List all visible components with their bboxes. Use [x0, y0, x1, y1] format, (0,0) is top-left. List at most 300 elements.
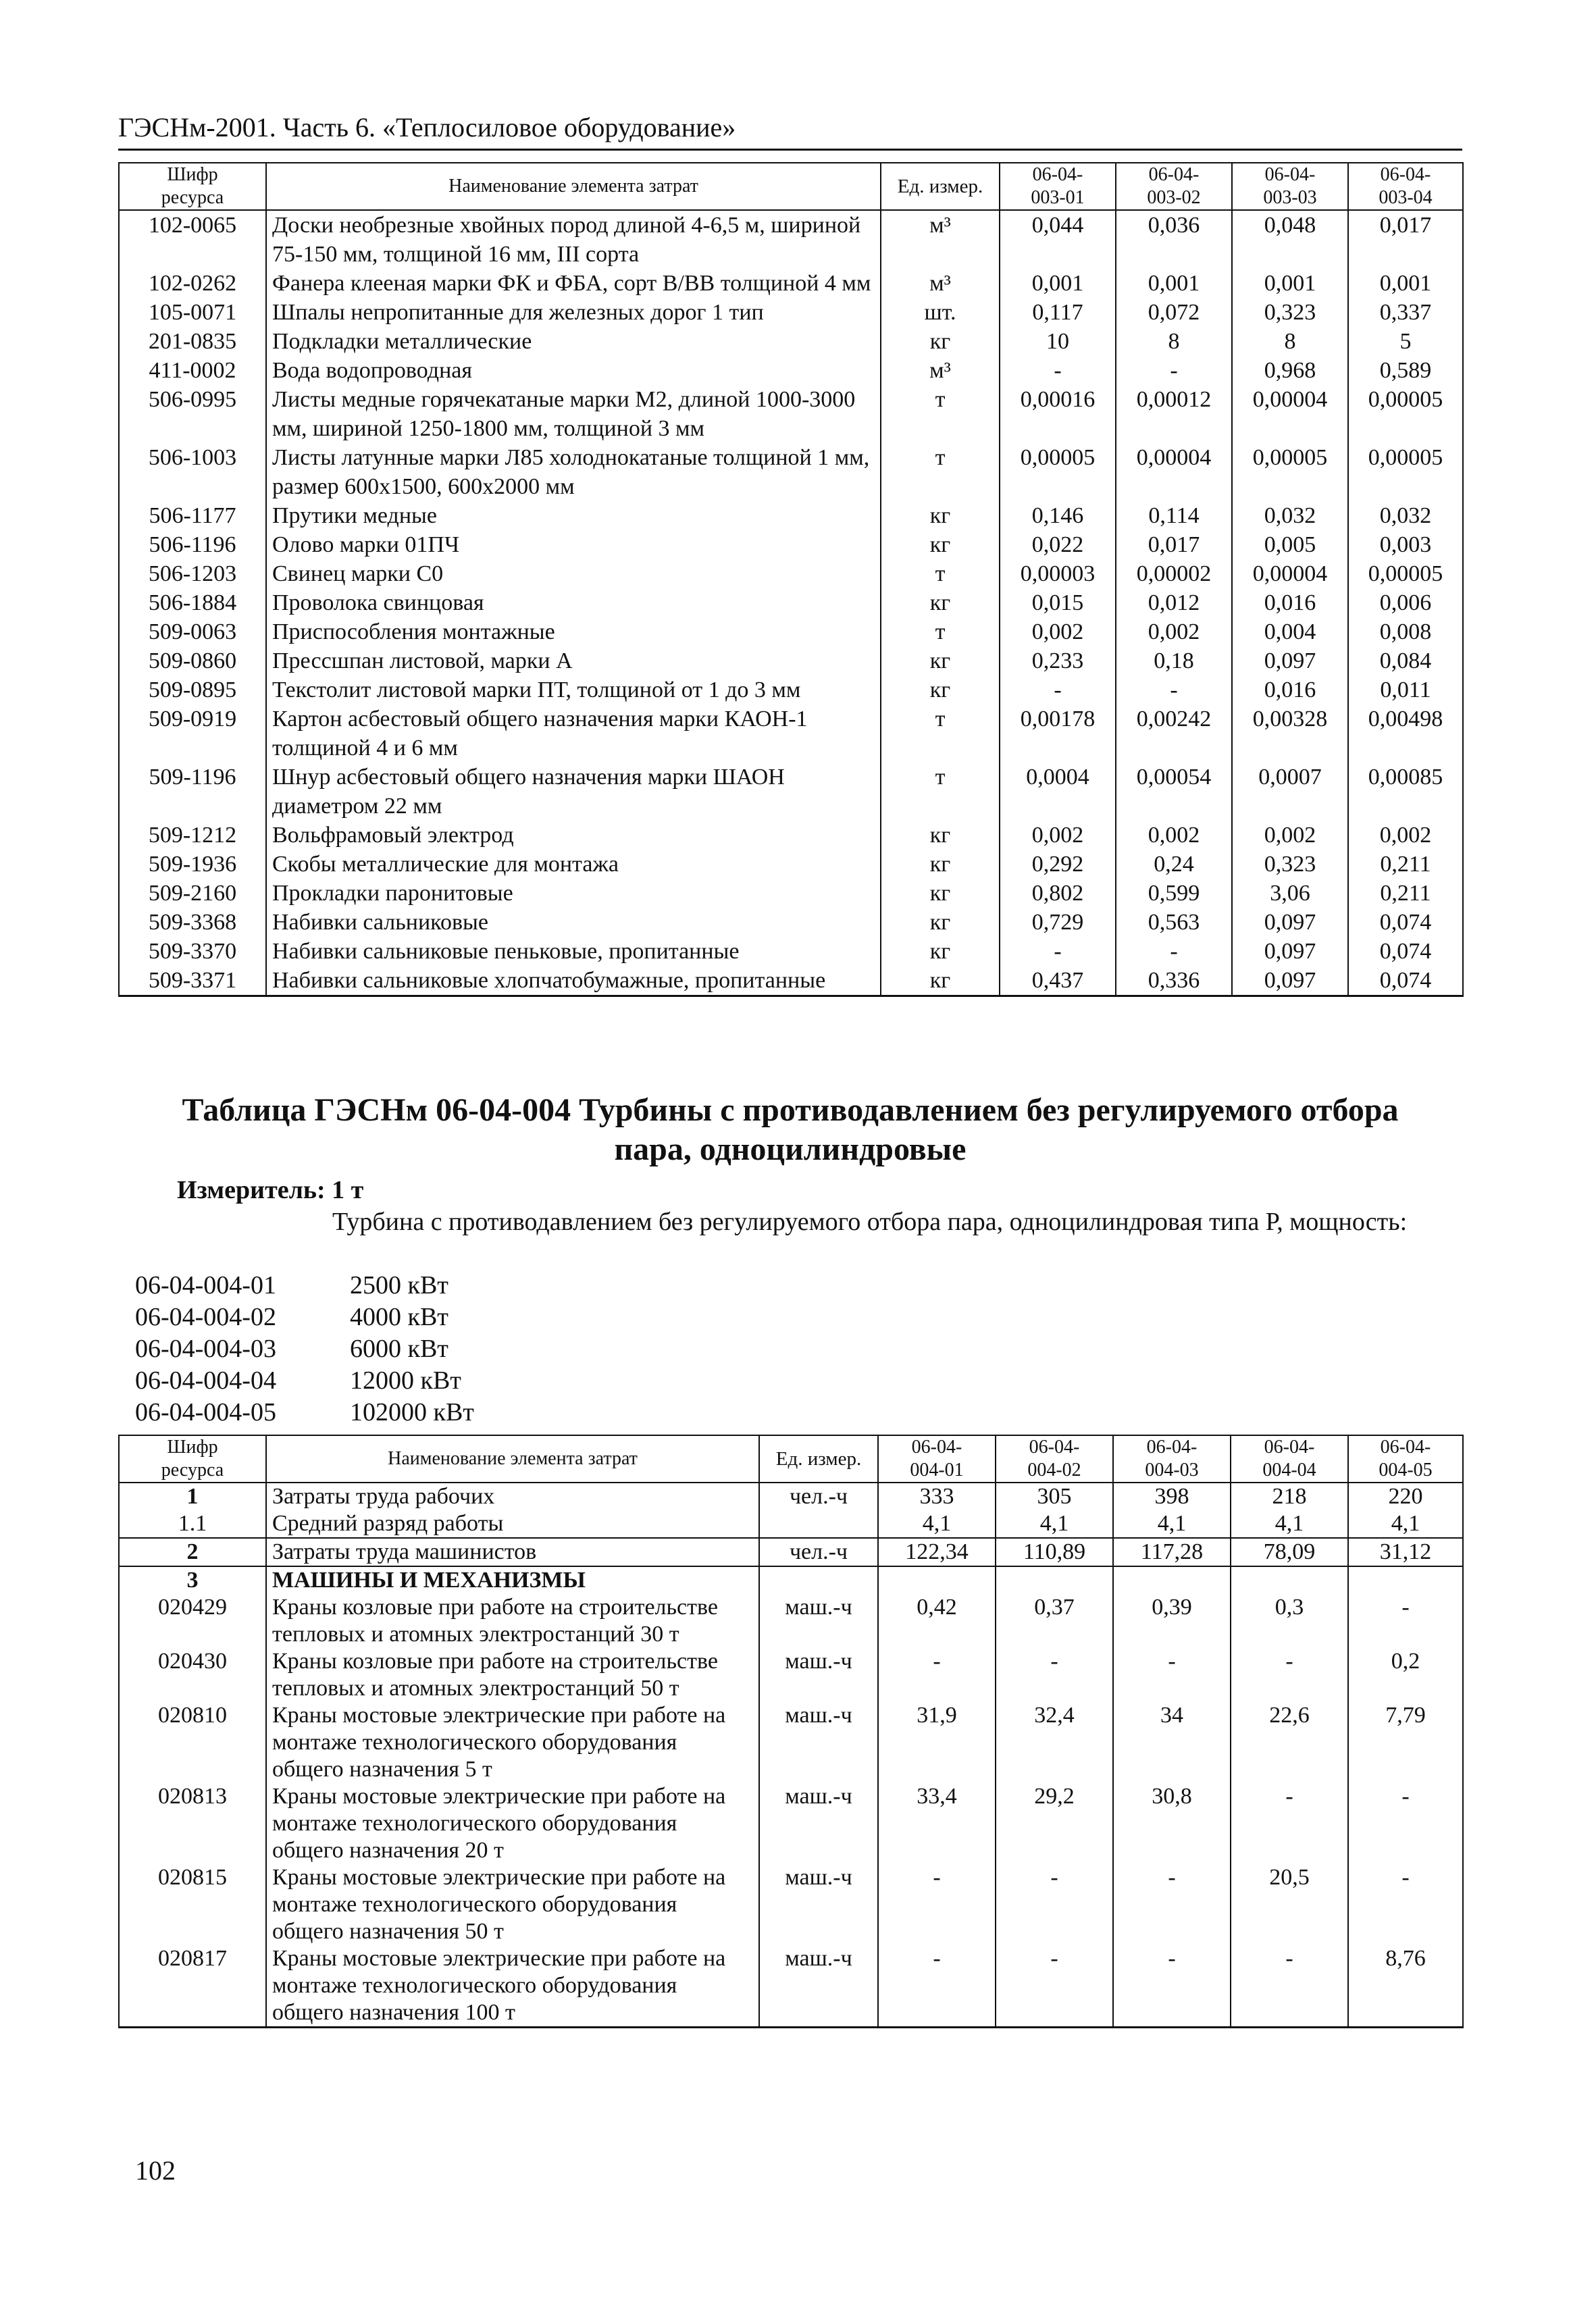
- value-cell: 0,002: [1000, 617, 1116, 646]
- value-cell: -: [1113, 1945, 1231, 2028]
- value-cell: -: [996, 1864, 1113, 1945]
- unit-cell: кг: [881, 646, 1000, 675]
- value-cell: 0,004: [1232, 617, 1348, 646]
- unit-cell: кг: [881, 530, 1000, 559]
- value-cell: 0,097: [1232, 646, 1348, 675]
- variant-item: 06-04-004-01 2500 кВт: [135, 1271, 448, 1300]
- value-cell: 0,036: [1116, 210, 1232, 269]
- table-row: [119, 850, 1463, 879]
- unit-cell: чел.-ч: [759, 1483, 878, 1510]
- value-cell: 0,00005: [1348, 443, 1463, 501]
- resource-code-cell: 020815: [119, 1864, 266, 1945]
- cost-element-name-cell: Прокладки паронитовые: [266, 879, 881, 908]
- variant-list: [135, 1270, 474, 1429]
- unit-cell: маш.-ч: [759, 1702, 878, 1783]
- value-cell: 0,211: [1348, 850, 1463, 879]
- unit-cell: маш.-ч: [759, 1945, 878, 2028]
- unit-column-header: Ед. измер.: [759, 1435, 878, 1483]
- table-row: [119, 443, 1463, 501]
- table-row: [119, 530, 1463, 559]
- resource-code-cell: 509-1936: [119, 850, 266, 879]
- variant-column-header: 06-04- 004-04: [1231, 1435, 1348, 1483]
- running-header-text: ГЭСНм-2001. Часть 6. «Теплосиловое оборудование»: [118, 112, 736, 143]
- value-cell: 30,8: [1113, 1783, 1231, 1864]
- table-row: [119, 763, 1463, 821]
- unit-cell: чел.-ч: [759, 1538, 878, 1566]
- resource-code-cell: 506-1884: [119, 588, 266, 617]
- unit-cell: кг: [881, 879, 1000, 908]
- resource-code-cell: 105-0071: [119, 298, 266, 327]
- resource-code-cell: 506-1203: [119, 559, 266, 588]
- resource-code-cell: 506-1003: [119, 443, 266, 501]
- unit-cell: маш.-ч: [759, 1864, 878, 1945]
- value-cell: 31,12: [1348, 1538, 1463, 1566]
- table-row: [119, 1945, 1463, 2028]
- unit-cell: т: [881, 617, 1000, 646]
- table-row: [119, 879, 1463, 908]
- value-cell: 0,001: [1232, 269, 1348, 298]
- cost-element-name-cell: Подкладки металлические: [266, 327, 881, 356]
- value-cell: -: [1116, 937, 1232, 966]
- resource-code-cell: 1: [119, 1483, 266, 1510]
- value-cell: 0,233: [1000, 646, 1116, 675]
- resource-code-cell: 020429: [119, 1594, 266, 1648]
- unit-cell: т: [881, 443, 1000, 501]
- value-cell: 31,9: [878, 1702, 996, 1783]
- value-cell: 0,016: [1232, 675, 1348, 704]
- unit-cell: т: [881, 559, 1000, 588]
- value-cell: 0,42: [878, 1594, 996, 1648]
- value-cell: -: [1116, 675, 1232, 704]
- cost-element-name-cell: Доски необрезные хвойных пород длиной 4-6,5 м, шириной 75-150 мм, толщиной 16 мм, III сорта: [266, 210, 881, 269]
- value-cell: 0,00005: [1348, 559, 1463, 588]
- cost-element-name-cell: Краны мостовые электрические при работе на монтаже технологического оборудования общего назначения 5 т: [266, 1702, 759, 1783]
- cost-element-name-cell: Приспособления монтажные: [266, 617, 881, 646]
- value-cell: [996, 1566, 1113, 1594]
- value-cell: [1231, 1566, 1348, 1594]
- value-cell: 0,017: [1348, 210, 1463, 269]
- name-column-header: Наименование элемента затрат: [266, 163, 881, 210]
- cost-element-name-cell: Краны мостовые электрические при работе на монтаже технологического оборудования общего назначения 100 т: [266, 1945, 759, 2028]
- unit-cell: м³: [881, 356, 1000, 385]
- value-cell: 220: [1348, 1483, 1463, 1510]
- value-cell: 0,001: [1348, 269, 1463, 298]
- variant-item: 06-04-004-03 6000 кВт: [135, 1335, 448, 1363]
- cost-element-name-cell: Затраты труда машинистов: [266, 1538, 759, 1566]
- table-row: [119, 617, 1463, 646]
- value-cell: 0,002: [1116, 821, 1232, 850]
- cost-element-name-cell: Шпалы непропитанные для железных дорог 1 тип: [266, 298, 881, 327]
- value-cell: 0,012: [1116, 588, 1232, 617]
- value-cell: -: [1348, 1594, 1463, 1648]
- unit-cell: кг: [881, 821, 1000, 850]
- table-row: [119, 356, 1463, 385]
- name-column-header: Наименование элемента затрат: [266, 1435, 759, 1483]
- table-row: [119, 1510, 1463, 1538]
- value-cell: 3,06: [1232, 879, 1348, 908]
- unit-cell: кг: [881, 588, 1000, 617]
- table-title-line-2: пара, одноцилиндровые: [614, 1131, 967, 1167]
- value-cell: 0,00012: [1116, 385, 1232, 443]
- unit-cell: т: [881, 704, 1000, 763]
- value-cell: 0,074: [1348, 966, 1463, 996]
- value-cell: 0,0007: [1232, 763, 1348, 821]
- value-cell: 4,1: [878, 1510, 996, 1538]
- value-cell: 0,18: [1116, 646, 1232, 675]
- variant-item: 06-04-004-05 102000 кВт: [135, 1398, 474, 1426]
- value-cell: -: [996, 1648, 1113, 1702]
- value-cell: 0,002: [1232, 821, 1348, 850]
- value-cell: -: [1113, 1648, 1231, 1702]
- table-row: [119, 1648, 1463, 1702]
- table-row: [119, 937, 1463, 966]
- resource-code-cell: 1.1: [119, 1510, 266, 1538]
- value-cell: 0,002: [1116, 617, 1232, 646]
- value-cell: 110,89: [996, 1538, 1113, 1566]
- table-row: [119, 269, 1463, 298]
- resource-code-cell: 509-1196: [119, 763, 266, 821]
- value-cell: -: [996, 1945, 1113, 2028]
- value-cell: 0,044: [1000, 210, 1116, 269]
- variant-item: 06-04-004-04 12000 кВт: [135, 1366, 461, 1395]
- value-cell: 0,005: [1232, 530, 1348, 559]
- value-cell: 0,00002: [1116, 559, 1232, 588]
- value-cell: 0,00242: [1116, 704, 1232, 763]
- variant-column-header: 06-04- 004-02: [996, 1435, 1113, 1483]
- value-cell: 20,5: [1231, 1864, 1348, 1945]
- value-cell: 8: [1116, 327, 1232, 356]
- page-number: 102: [135, 2155, 176, 2186]
- table-header-row: [119, 163, 1463, 210]
- value-cell: 7,79: [1348, 1702, 1463, 1783]
- table-row: [119, 704, 1463, 763]
- value-cell: 33,4: [878, 1783, 996, 1864]
- value-cell: 22,6: [1231, 1702, 1348, 1783]
- table-row: [119, 646, 1463, 675]
- cost-element-name-cell: Листы медные горячекатаные марки М2, длиной 1000-3000 мм, шириной 1250-1800 мм, толщиной 3 мм: [266, 385, 881, 443]
- value-cell: 0,048: [1232, 210, 1348, 269]
- measure-unit: [177, 1175, 363, 1205]
- table-row: [119, 1594, 1463, 1648]
- table-row: [119, 559, 1463, 588]
- value-cell: 0,117: [1000, 298, 1116, 327]
- cost-element-name-cell: Краны козловые при работе на строительстве тепловых и атомных электростанций 30 т: [266, 1594, 759, 1648]
- value-cell: 0,00328: [1232, 704, 1348, 763]
- work-description: Турбина с противодавлением без регулируемого отбора пара, одноцилиндровая типа Р, мощность:: [332, 1208, 1408, 1236]
- variant-item: 06-04-004-02 4000 кВт: [135, 1303, 448, 1331]
- value-cell: 0,003: [1348, 530, 1463, 559]
- value-cell: 32,4: [996, 1702, 1113, 1783]
- table-title-line-1: Таблица ГЭСНм 06-04-004 Турбины с противодавлением без регулируемого отбора: [182, 1092, 1399, 1128]
- value-cell: 0,323: [1232, 850, 1348, 879]
- value-cell: 0,00004: [1116, 443, 1232, 501]
- resource-code-cell: 509-0860: [119, 646, 266, 675]
- cost-element-name-cell: Краны мостовые электрические при работе на монтаже технологического оборудования общего назначения 50 т: [266, 1864, 759, 1945]
- cost-element-name-cell: Прутики медные: [266, 501, 881, 530]
- table-row: [119, 1783, 1463, 1864]
- resource-code-cell: 506-1196: [119, 530, 266, 559]
- resource-code-cell: 3: [119, 1566, 266, 1594]
- value-cell: 10: [1000, 327, 1116, 356]
- value-cell: 29,2: [996, 1783, 1113, 1864]
- table-row: [119, 210, 1463, 269]
- value-cell: 78,09: [1231, 1538, 1348, 1566]
- measure-value: 1 т: [332, 1176, 364, 1204]
- cost-element-name-cell: Вольфрамовый электрод: [266, 821, 881, 850]
- value-cell: -: [878, 1648, 996, 1702]
- value-cell: -: [1231, 1945, 1348, 2028]
- resource-code-cell: 509-3370: [119, 937, 266, 966]
- unit-cell: кг: [881, 501, 1000, 530]
- value-cell: -: [1113, 1864, 1231, 1945]
- table-row: [119, 1566, 1463, 1594]
- value-cell: 0,589: [1348, 356, 1463, 385]
- value-cell: 4,1: [1348, 1510, 1463, 1538]
- variant-column-header: 06-04- 003-02: [1116, 163, 1232, 210]
- table-row: [119, 1538, 1463, 1566]
- cost-element-name-cell: Краны мостовые электрические при работе на монтаже технологического оборудования общего назначения 20 т: [266, 1783, 759, 1864]
- variant-column-header: 06-04- 004-03: [1113, 1435, 1231, 1483]
- value-cell: 0,0004: [1000, 763, 1116, 821]
- value-cell: 333: [878, 1483, 996, 1510]
- variant-column-header: 06-04- 004-01: [878, 1435, 996, 1483]
- value-cell: 0,24: [1116, 850, 1232, 879]
- unit-cell: маш.-ч: [759, 1783, 878, 1864]
- value-cell: 0,002: [1000, 821, 1116, 850]
- value-cell: 0,563: [1116, 908, 1232, 937]
- unit-cell: м³: [881, 269, 1000, 298]
- resource-code-cell: 509-0895: [119, 675, 266, 704]
- table-row: [119, 588, 1463, 617]
- value-cell: 0,323: [1232, 298, 1348, 327]
- cost-element-name-cell: Фанера клееная марки ФК и ФБА, сорт В/ВВ толщиной 4 мм: [266, 269, 881, 298]
- value-cell: 0,37: [996, 1594, 1113, 1648]
- value-cell: [1113, 1566, 1231, 1594]
- cost-element-name-cell: МАШИНЫ И МЕХАНИЗМЫ: [266, 1566, 759, 1594]
- table-row: [119, 908, 1463, 937]
- table-row: [119, 1864, 1463, 1945]
- resource-code-cell: 506-1177: [119, 501, 266, 530]
- value-cell: 4,1: [1113, 1510, 1231, 1538]
- value-cell: 0,074: [1348, 937, 1463, 966]
- value-cell: -: [1231, 1783, 1348, 1864]
- table-row: [119, 327, 1463, 356]
- value-cell: 0,001: [1000, 269, 1116, 298]
- cost-element-name-cell: Набивки сальниковые хлопчатобумажные, пропитанные: [266, 966, 881, 996]
- value-cell: 0,001: [1116, 269, 1232, 298]
- resource-code-cell: 509-1212: [119, 821, 266, 850]
- cost-element-name-cell: Свинец марки С0: [266, 559, 881, 588]
- variant-column-header: 06-04- 004-05: [1348, 1435, 1463, 1483]
- table-row: [119, 821, 1463, 850]
- value-cell: 0,097: [1232, 966, 1348, 996]
- cost-element-name-cell: Олово марки 01ПЧ: [266, 530, 881, 559]
- variant-column-header: 06-04- 003-04: [1348, 163, 1463, 210]
- cost-element-name-cell: Листы латунные марки Л85 холоднокатаные толщиной 1 мм, размер 600х1500, 600х2000 мм: [266, 443, 881, 501]
- table-row: [119, 1483, 1463, 1510]
- value-cell: 0,00003: [1000, 559, 1116, 588]
- value-cell: -: [1116, 356, 1232, 385]
- value-cell: 218: [1231, 1483, 1348, 1510]
- resource-table-003: [118, 162, 1464, 997]
- value-cell: -: [1231, 1648, 1348, 1702]
- value-cell: 0,729: [1000, 908, 1116, 937]
- value-cell: 0,802: [1000, 879, 1116, 908]
- table-row: [119, 501, 1463, 530]
- value-cell: 0,072: [1116, 298, 1232, 327]
- resource-code-cell: 2: [119, 1538, 266, 1566]
- value-cell: 0,097: [1232, 908, 1348, 937]
- value-cell: 0,00016: [1000, 385, 1116, 443]
- resource-code-cell: 411-0002: [119, 356, 266, 385]
- cost-element-name-cell: Затраты труда рабочих: [266, 1483, 759, 1510]
- resource-code-cell: 509-3368: [119, 908, 266, 937]
- table-row: [119, 966, 1463, 996]
- value-cell: 305: [996, 1483, 1113, 1510]
- cost-element-name-cell: Набивки сальниковые: [266, 908, 881, 937]
- running-header: [118, 108, 1462, 151]
- resource-code-cell: 102-0262: [119, 269, 266, 298]
- code-column-header: Шифр ресурса: [119, 1435, 266, 1483]
- cost-element-name-cell: Скобы металлические для монтажа: [266, 850, 881, 879]
- cost-element-name-cell: Текстолит листовой марки ПТ, толщиной от 1 до 3 мм: [266, 675, 881, 704]
- value-cell: 0,39: [1113, 1594, 1231, 1648]
- resource-code-cell: 020813: [119, 1783, 266, 1864]
- resource-code-cell: 020817: [119, 1945, 266, 2028]
- value-cell: 0,00054: [1116, 763, 1232, 821]
- cost-element-name-cell: Картон асбестовый общего назначения марки КАОН-1 толщиной 4 и 6 мм: [266, 704, 881, 763]
- measure-label: Измеритель:: [177, 1176, 326, 1204]
- cost-element-name-cell: Краны козловые при работе на строительстве тепловых и атомных электростанций 50 т: [266, 1648, 759, 1702]
- table-row: [119, 385, 1463, 443]
- value-cell: 0,00004: [1232, 559, 1348, 588]
- resource-code-cell: 509-3371: [119, 966, 266, 996]
- value-cell: 8,76: [1348, 1945, 1463, 2028]
- cost-element-name-cell: Прессшпан листовой, марки А: [266, 646, 881, 675]
- value-cell: 0,3: [1231, 1594, 1348, 1648]
- resource-code-cell: 506-0995: [119, 385, 266, 443]
- value-cell: 398: [1113, 1483, 1231, 1510]
- value-cell: 0,00005: [1232, 443, 1348, 501]
- unit-cell: кг: [881, 327, 1000, 356]
- value-cell: 8: [1232, 327, 1348, 356]
- variant-column-header: 06-04- 003-01: [1000, 163, 1116, 210]
- cost-element-name-cell: Набивки сальниковые пеньковые, пропитанные: [266, 937, 881, 966]
- resource-code-cell: 509-0063: [119, 617, 266, 646]
- table-row: [119, 298, 1463, 327]
- value-cell: 5: [1348, 327, 1463, 356]
- unit-cell: кг: [881, 850, 1000, 879]
- value-cell: 0,00005: [1348, 385, 1463, 443]
- value-cell: 0,017: [1116, 530, 1232, 559]
- resource-code-cell: 509-0919: [119, 704, 266, 763]
- unit-cell: кг: [881, 675, 1000, 704]
- value-cell: 0,097: [1232, 937, 1348, 966]
- resource-table-004: [118, 1435, 1464, 2028]
- resource-code-cell: 020430: [119, 1648, 266, 1702]
- value-cell: 0,292: [1000, 850, 1116, 879]
- unit-cell: шт.: [881, 298, 1000, 327]
- unit-column-header: Ед. измер.: [881, 163, 1000, 210]
- value-cell: 0,599: [1116, 879, 1232, 908]
- cost-element-name-cell: Средний разряд работы: [266, 1510, 759, 1538]
- value-cell: 4,1: [996, 1510, 1113, 1538]
- value-cell: -: [1000, 356, 1116, 385]
- value-cell: -: [878, 1864, 996, 1945]
- value-cell: 117,28: [1113, 1538, 1231, 1566]
- unit-cell: т: [881, 763, 1000, 821]
- value-cell: 4,1: [1231, 1510, 1348, 1538]
- value-cell: 0,336: [1116, 966, 1232, 996]
- unit-cell: [759, 1566, 878, 1594]
- unit-cell: кг: [881, 937, 1000, 966]
- resource-code-cell: 020810: [119, 1702, 266, 1783]
- unit-cell: маш.-ч: [759, 1648, 878, 1702]
- table-row: [119, 675, 1463, 704]
- value-cell: 0,002: [1348, 821, 1463, 850]
- value-cell: 0,146: [1000, 501, 1116, 530]
- value-cell: 0,211: [1348, 879, 1463, 908]
- value-cell: -: [1348, 1864, 1463, 1945]
- unit-cell: кг: [881, 966, 1000, 996]
- value-cell: 0,015: [1000, 588, 1116, 617]
- value-cell: 0,084: [1348, 646, 1463, 675]
- resource-code-cell: 102-0065: [119, 210, 266, 269]
- value-cell: 34: [1113, 1702, 1231, 1783]
- unit-cell: м³: [881, 210, 1000, 269]
- value-cell: 0,032: [1232, 501, 1348, 530]
- unit-cell: маш.-ч: [759, 1594, 878, 1648]
- value-cell: -: [1000, 675, 1116, 704]
- unit-cell: т: [881, 385, 1000, 443]
- value-cell: 0,00178: [1000, 704, 1116, 763]
- value-cell: -: [878, 1945, 996, 2028]
- value-cell: 0,008: [1348, 617, 1463, 646]
- value-cell: 0,022: [1000, 530, 1116, 559]
- value-cell: 0,074: [1348, 908, 1463, 937]
- value-cell: [1348, 1566, 1463, 1594]
- value-cell: 0,006: [1348, 588, 1463, 617]
- value-cell: 0,968: [1232, 356, 1348, 385]
- value-cell: 0,011: [1348, 675, 1463, 704]
- value-cell: 0,337: [1348, 298, 1463, 327]
- value-cell: 0,032: [1348, 501, 1463, 530]
- resource-code-cell: 509-2160: [119, 879, 266, 908]
- value-cell: -: [1348, 1783, 1463, 1864]
- cost-element-name-cell: Проволока свинцовая: [266, 588, 881, 617]
- value-cell: 0,437: [1000, 966, 1116, 996]
- value-cell: 0,00004: [1232, 385, 1348, 443]
- unit-cell: [759, 1510, 878, 1538]
- value-cell: [878, 1566, 996, 1594]
- value-cell: 0,00085: [1348, 763, 1463, 821]
- value-cell: 0,114: [1116, 501, 1232, 530]
- value-cell: 0,00498: [1348, 704, 1463, 763]
- value-cell: 0,016: [1232, 588, 1348, 617]
- resource-code-cell: 201-0835: [119, 327, 266, 356]
- value-cell: -: [1000, 937, 1116, 966]
- value-cell: 0,2: [1348, 1648, 1463, 1702]
- value-cell: 0,00005: [1000, 443, 1116, 501]
- table-header-row: [119, 1435, 1463, 1483]
- cost-element-name-cell: Вода водопроводная: [266, 356, 881, 385]
- variant-column-header: 06-04- 003-03: [1232, 163, 1348, 210]
- code-column-header: Шифр ресурса: [119, 163, 266, 210]
- value-cell: 122,34: [878, 1538, 996, 1566]
- cost-element-name-cell: Шнур асбестовый общего назначения марки ШАОН диаметром 22 мм: [266, 763, 881, 821]
- unit-cell: кг: [881, 908, 1000, 937]
- table-row: [119, 1702, 1463, 1783]
